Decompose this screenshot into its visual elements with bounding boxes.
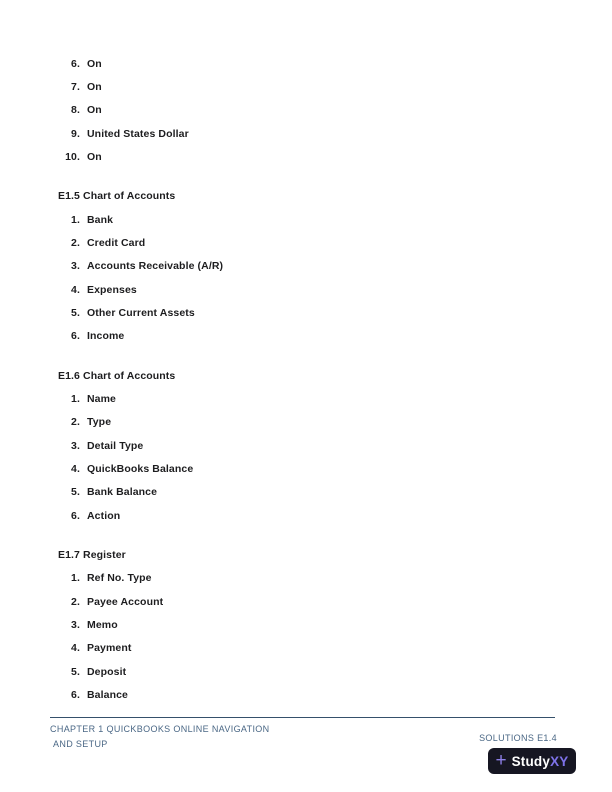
section-e1-7 [46, 543, 612, 706]
list-item [46, 99, 612, 122]
list-item-number: 1. [71, 572, 80, 585]
list-item [46, 613, 612, 636]
list-item-text: Bank [87, 213, 114, 226]
list-item-text: Balance [87, 688, 128, 701]
list-item-number: 6. [71, 688, 80, 701]
list-item-text: Bank Balance [87, 486, 158, 499]
list-item-number: 5. [71, 665, 80, 678]
list-item [46, 52, 612, 75]
list-item [46, 434, 612, 457]
list-item-text: Deposit [87, 665, 127, 678]
list-item-number: 6. [71, 57, 80, 70]
section-e1-5 [46, 185, 612, 348]
list-item-text: Other Current Assets [87, 306, 195, 319]
list-item [46, 255, 612, 278]
list-item-number: 5. [71, 306, 80, 319]
list-item-number: 1. [71, 213, 80, 226]
list-item-number: 8. [71, 104, 80, 117]
list-item [46, 504, 612, 527]
list-item [46, 145, 612, 168]
footer-rule [50, 717, 555, 718]
list-item-text: Memo [87, 618, 118, 631]
list-item-text: Accounts Receivable (A/R) [87, 260, 224, 273]
list-item-text: Income [87, 330, 125, 343]
list-item-number: 2. [71, 595, 80, 608]
list-item [46, 660, 612, 683]
list-item-text: United States Dollar [87, 127, 189, 140]
list-item-number: 4. [71, 642, 80, 655]
section-heading: E1.6 Chart of Accounts [58, 369, 176, 382]
list-item-text: Payee Account [87, 595, 164, 608]
logo-text-primary: Study [511, 753, 551, 769]
list-item-text: Ref No. Type [87, 572, 152, 585]
list-item-text: Action [87, 509, 121, 522]
list-item-number: 2. [71, 416, 80, 429]
list-item [46, 481, 612, 504]
list-item [46, 75, 612, 98]
list-item [46, 567, 612, 590]
plus-icon: + [495, 749, 507, 771]
list-item [46, 208, 612, 231]
list-item [46, 122, 612, 145]
list-item [46, 387, 612, 410]
list-item-number: 3. [71, 439, 80, 452]
list-item [46, 278, 612, 301]
list-item [46, 301, 612, 324]
list-item-text: Payment [87, 642, 132, 655]
list-item-number: 10. [65, 150, 80, 163]
list-item-number: 3. [71, 618, 80, 631]
list-item-text: Expenses [87, 283, 137, 296]
list-item [46, 590, 612, 613]
footer-chapter-line1: CHAPTER 1 QUICKBOOKS ONLINE NAVIGATION [50, 724, 270, 734]
list-item-number: 5. [71, 486, 80, 499]
logo-text [512, 754, 569, 769]
section-heading: E1.7 Register [58, 548, 126, 561]
continuation-list [46, 52, 612, 169]
list-item-text: Detail Type [87, 439, 144, 452]
list-item-number: 3. [71, 260, 80, 273]
list-item-text: QuickBooks Balance [87, 462, 194, 475]
list-item-number: 4. [71, 283, 80, 296]
section-e1-6 [46, 364, 612, 527]
list-item-text: On [87, 150, 102, 163]
list-item [46, 325, 612, 348]
list-item-text: On [87, 80, 102, 93]
list-item-number: 1. [71, 392, 80, 405]
list-item-number: 9. [71, 127, 80, 140]
list-item-text: On [87, 57, 102, 70]
list-item [46, 411, 612, 434]
list-item-text: On [87, 104, 102, 117]
list-item-text: Name [87, 392, 116, 405]
list-item-number: 7. [71, 80, 80, 93]
footer-chapter-text [50, 722, 270, 751]
list-item-number: 6. [71, 509, 80, 522]
list-item [46, 457, 612, 480]
list-item-number: 2. [71, 236, 80, 249]
list-item [46, 637, 612, 660]
list-item [46, 231, 612, 254]
logo-text-accent: XY [550, 753, 569, 769]
footer-chapter-line2: AND SETUP [53, 738, 108, 749]
studyxy-logo-badge [488, 748, 576, 774]
list-item-number: 6. [71, 330, 80, 343]
list-item-text: Type [87, 416, 112, 429]
section-heading: E1.5 Chart of Accounts [58, 190, 176, 203]
footer-solutions-label: SOLUTIONS E1.4 [479, 733, 557, 743]
list-item [46, 683, 612, 706]
list-item-text: Credit Card [87, 236, 146, 249]
list-item-number: 4. [71, 462, 80, 475]
